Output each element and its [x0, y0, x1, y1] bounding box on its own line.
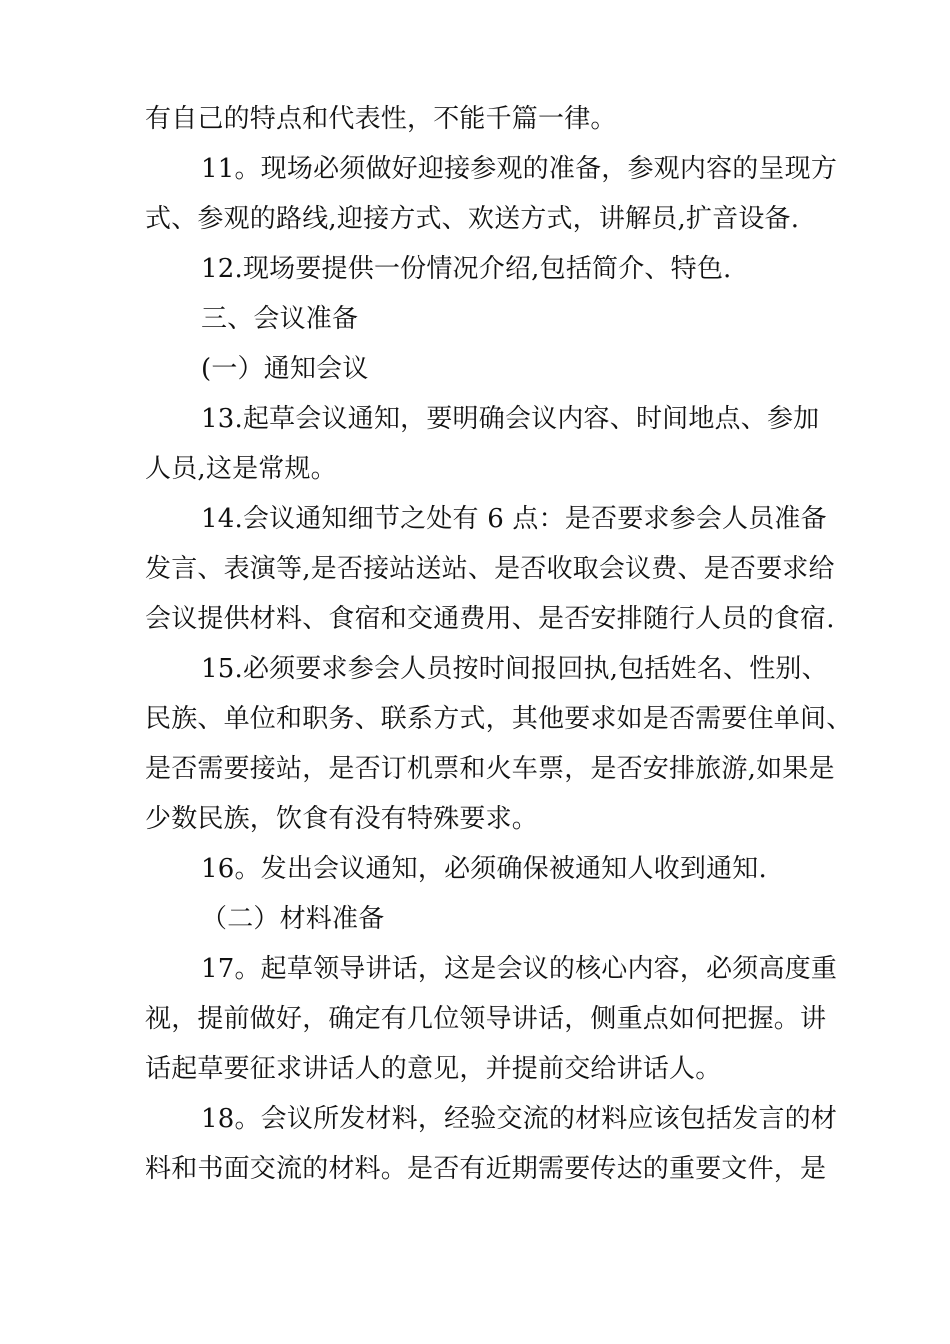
text-line: 15.必须要求参会人员按时间报回执,包括姓名、性别、: [201, 654, 828, 684]
text-line: 13.起草会议通知，要明确会议内容、时间地点、参加: [201, 404, 820, 434]
text-line: 少数民族，饮食有没有特殊要求。: [145, 804, 539, 834]
text-line: 12.现场要提供一份情况介绍,包括简介、特色.: [201, 254, 732, 284]
subsection-heading: （二）材料准备: [201, 904, 385, 934]
subsection-heading: (一）通知会议: [201, 354, 369, 384]
text-line: 11。现场必须做好迎接参观的准备，参观内容的呈现方: [201, 154, 838, 184]
text-line: 话起草要征求讲话人的意见，并提前交给讲话人。: [145, 1054, 722, 1084]
text-line: 会议提供材料、食宿和交通费用、是否安排随行人员的食宿.: [145, 604, 835, 634]
text-line: 视，提前做好，确定有几位领导讲话，侧重点如何把握。讲: [145, 1004, 827, 1034]
text-line: 18。会议所发材料，经验交流的材料应该包括发言的材: [201, 1104, 838, 1134]
text-line: 16。发出会议通知，必须确保被通知人收到通知.: [201, 854, 767, 884]
section-heading: 三、会议准备: [201, 304, 359, 334]
text-line: 料和书面交流的材料。是否有近期需要传达的重要文件，是: [145, 1154, 827, 1184]
text-line: 是否需要接站，是否订机票和火车票，是否安排旅游,如果是: [145, 754, 835, 784]
text-line: 17。起草领导讲话，这是会议的核心内容，必须高度重: [201, 954, 838, 984]
text-line: 有自己的特点和代表性，不能千篇一律。: [145, 104, 617, 134]
text-line: 人员,这是常规。: [145, 454, 337, 484]
text-line: 发言、表演等,是否接站送站、是否收取会议费、是否要求给: [145, 554, 835, 584]
text-line: 14.会议通知细节之处有 6 点：是否要求参会人员准备: [201, 504, 827, 534]
text-line: 式、参观的路线,迎接方式、欢送方式，讲解员,扩音设备.: [145, 204, 800, 234]
text-line: 民族、单位和职务、联系方式，其他要求如是否需要住单间、: [145, 704, 853, 734]
